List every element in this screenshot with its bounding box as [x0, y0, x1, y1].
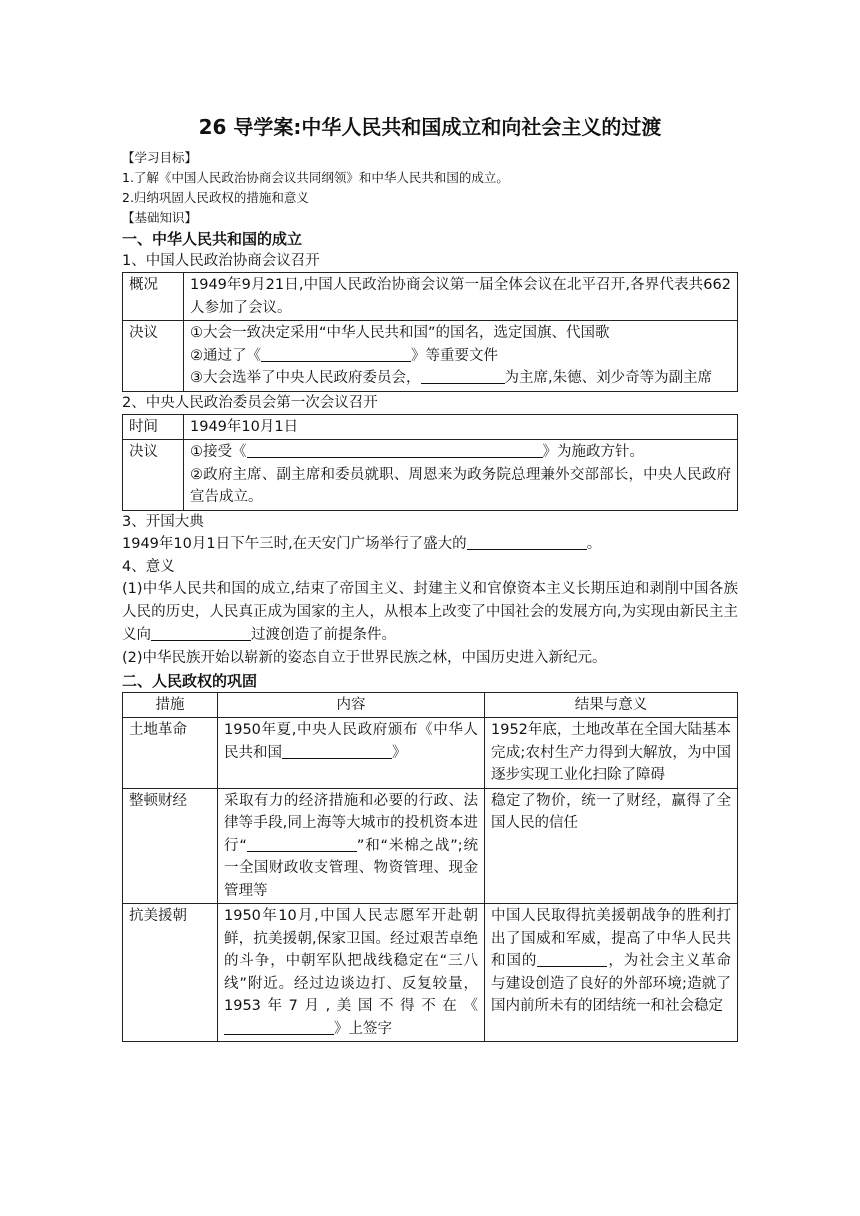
sub4-heading: 4、意义: [122, 558, 175, 575]
table-row: [123, 904, 738, 1042]
text-fragment: 》为施政方针。: [542, 444, 644, 460]
text-fragment: ”和“米棉之战”;统一全国财政收支管理、物资管理、现金管理等: [224, 837, 479, 899]
objective-item-1: 1.了解《中国人民政治协商会议共同纲领》和中华人民共和国的成立。: [122, 170, 509, 185]
table-header-row: [123, 692, 738, 718]
content-cell: [218, 718, 485, 789]
text-fragment: 过渡创造了前提条件。: [251, 626, 396, 643]
table-row: [123, 788, 738, 904]
committee-table: [122, 414, 738, 511]
worksheet: [122, 112, 738, 1042]
basics-header: 【基础知识】: [122, 210, 198, 225]
sub2-heading: 2、中央人民政治委员会第一次会议召开: [122, 394, 378, 411]
text-fragment: 采取有力的经济措施和必要的行政、法律等手段,同上海等大城市的投机资本进行“: [224, 792, 478, 854]
significance-p1: [122, 578, 738, 647]
row-text: 1949年9月21日,中国人民政治协商会议第一届全体会议在北平召开,各界代表共662人参加了会议。: [184, 273, 738, 321]
text-fragment: 1950年夏,中央人民政府颁布《中华人民共和国: [224, 722, 478, 761]
table-row: [123, 321, 738, 392]
resolution-line: [190, 345, 731, 368]
text-fragment: (1)中华人民共和国的成立,结束了帝国主义、封建主义和官僚资本主义长期压迫和剥削中国各族人民的历史，人民真正成为国家的主人，从根本上改变了中国社会的发展方向,为实现由新民主主义向: [122, 580, 738, 643]
row-label: 决议: [123, 440, 184, 511]
measure-cell: 抗美援朝: [123, 904, 218, 1042]
consolidation-table: [122, 692, 738, 1043]
objectives-header: 【学习目标】: [122, 150, 198, 165]
col-header: 结果与意义: [485, 692, 738, 718]
significance-p2: (2)中华民族开始以崭新的姿态自立于世界民族之林，中国历史进入新纪元。: [122, 649, 607, 666]
row-text: [184, 440, 738, 511]
text-fragment: 》等重要文件: [411, 347, 498, 364]
measure-cell: 整顿财经: [123, 788, 218, 904]
resolution-line: ②政府主席、副主席和委员就职、周恩来为政务院总理兼外交部部长，中央人民政府宣告成立。: [190, 466, 731, 505]
result-cell: 稳定了物价，统一了财经，赢得了全国人民的信任: [485, 788, 738, 904]
fill-blank[interactable]: [261, 345, 411, 362]
section2-heading: 二、人民政权的巩固: [122, 671, 258, 690]
row-label: 时间: [123, 414, 184, 440]
row-text: [184, 321, 738, 392]
text-fragment: ，为社会主义革命与建设创造了良好的外部环境;造就了国内前所未有的团结统一和社会稳定: [491, 953, 732, 1014]
table-row: [123, 414, 738, 440]
measure-cell: 土地革命: [123, 718, 218, 789]
fill-blank[interactable]: [421, 367, 505, 384]
text-fragment: ②通过了《: [190, 347, 261, 364]
text-fragment: 》: [392, 744, 407, 761]
row-label: 概况: [123, 273, 184, 321]
result-cell: [485, 904, 738, 1042]
resolution-line: [190, 367, 731, 390]
sub1-heading: 1、中国人民政治协商会议召开: [122, 253, 320, 269]
table-row: [123, 273, 738, 321]
text-fragment: 1949年10月1日下午三时,在天安门广场举行了盛大的: [122, 535, 467, 552]
fill-blank[interactable]: [282, 742, 392, 759]
fill-blank[interactable]: [151, 624, 251, 641]
fill-blank[interactable]: [247, 441, 543, 458]
table-row: [123, 718, 738, 789]
resolution-line: [190, 441, 731, 464]
page-title: 26 导学案:中华人民共和国成立和向社会主义的过渡: [198, 115, 662, 139]
content-cell: [218, 788, 485, 904]
text-fragment: 为主席,朱德、刘少奇等为副主席: [504, 370, 713, 386]
cppcc-table: [122, 272, 738, 392]
text-fragment: 》上签字: [334, 1020, 392, 1037]
section1-heading: 一、中华人民共和国的成立: [122, 230, 303, 248]
col-header: 内容: [218, 692, 485, 718]
row-text: 1949年10月1日: [184, 414, 738, 440]
text-fragment: 1950年10月,中国人民志愿军开赴朝鲜，抗美援朝,保家卫国。经过艰苦卓绝的斗争，中朝军队把战线稳定在“三八线”附近。经过边谈边打、反复较量，1953年7月,美国不得不在《: [224, 908, 478, 1014]
fill-blank[interactable]: [537, 950, 607, 967]
objective-item-2: 2.归纳巩固人民政权的措施和意义: [122, 190, 309, 205]
content-cell: [218, 904, 485, 1042]
resolution-line: ①大会一致决定采用“中华人民共和国”的国名，选定国旗、代国歌: [190, 325, 610, 341]
fill-blank[interactable]: [467, 533, 587, 550]
row-label: 决议: [123, 321, 184, 392]
result-cell: 1952年底，土地改革在全国大陆基本完成;农村生产力得到大解放，为中国逐步实现工业化扫除了障碍: [485, 718, 738, 789]
fill-blank[interactable]: [224, 1018, 334, 1035]
fill-blank[interactable]: [247, 835, 357, 852]
table-row: [123, 440, 738, 511]
text-fragment: ①接受《: [190, 444, 247, 460]
text-fragment: 中国人民取得抗美援朝战争的胜利打出了国威和军威，提高了中华人民共和国的: [491, 908, 731, 969]
sub3-heading: 3、开国大典: [122, 513, 204, 530]
text-fragment: 。: [586, 535, 602, 552]
text-fragment: ③大会选举了中央人民政府委员会，: [190, 370, 421, 386]
ceremony-text: [122, 533, 738, 556]
col-header: 措施: [123, 692, 218, 718]
